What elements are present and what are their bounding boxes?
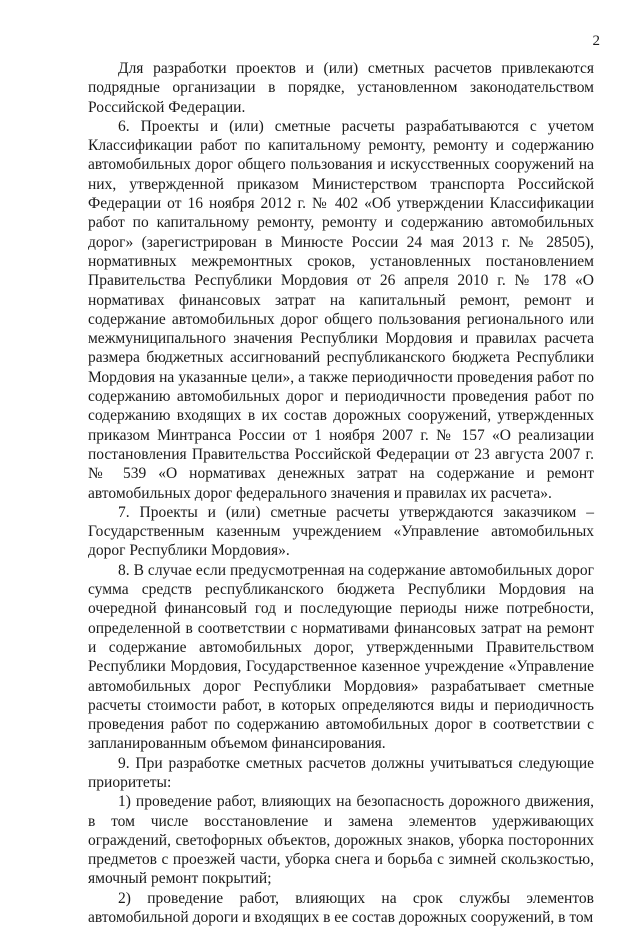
document-body <box>88 59 594 927</box>
paragraph-9-item-2: 2) проведение работ, влияющих на срок службы элементов автомобильной дороги и входящих в ее состав дорожных сооружений, в том <box>88 889 594 927</box>
page-number: 2 <box>592 33 600 49</box>
paragraph-9: 9. При разработке сметных расчетов должны учитываться следующие приоритеты: <box>88 754 594 791</box>
paragraph-6: 6. Проекты и (или) сметные расчеты разрабатываются с учетом Классификации работ по капитальному ремонту, ремонту и содержанию автомобильных дорог общего пользования и искусственных сооружений на них, утвержденной приказом Министерством транспорта Российской Федерации от 16 ноября 2012 г. № 402 «Об утверждении Классификации работ по капитальному ремонту, ремонту и содержанию автомобильных дорог» (зарегистрирован в Минюсте России 24 мая 2013 г. № 28505), нормативных межремонтных сроков, установленных постановлением Правительства Республики Мордовия от 26 апреля 2010 г. № 178 «О нормативах финансовых затрат на капитальный ремонт, ремонт и содержание автомобильных дорог общего пользования регионального или межмуниципального значения Республики Мордовия и правилах расчета размера бюджетных ассигнований республиканского бюджета Республики Мордовия на указанные цели», а также периодичности проведения работ по содержанию автомобильных дорог и периодичности проведения работ по содержанию входящих в их состав дорожных сооружений, утвержденных приказом Минтранса России от 1 ноября 2007 г. № 157 «О реализации постановления Правительства Российской Федерации от 23 августа 2007 г. № 539 «О нормативах денежных затрат на содержание и ремонт автомобильных дорог федерального значения и правилах их расчета». <box>88 117 594 502</box>
paragraph-intro: Для разработки проектов и (или) сметных расчетов привлекаются подрядные организации в порядке, установленном законодательством Российской Федерации. <box>88 60 594 116</box>
paragraph-9-item-1: 1) проведение работ, влияющих на безопасность дорожного движения, в том числе восстановление и замена элементов удерживающих ограждений, светофорных объектов, дорожных знаков, уборка посторонних предметов с проезжей части, уборка снега и борьба с зимней скользкостью, ямочный ремонт покрытий; <box>88 793 594 888</box>
paragraph-7: 7. Проекты и (или) сметные расчеты утверждаются заказчиком – Государственным казенным учреждением «Управление автомобильных дорог Республики Мордовия». <box>88 503 594 560</box>
paragraph-8: 8. В случае если предусмотренная на содержание автомобильных дорог сумма средств республиканского бюджета Республики Мордовия на очередной финансовый год и последующие периоды ниже потребности, определенной в соответствии с нормативами финансовых затрат на ремонт и содержание автомобильных дорог, утвержденными Правительством Республики Мордовия, Государственное казенное учреждение «Управление автомобильных дорог Республики Мордовия» разрабатывает сметные расчеты стоимости работ, в которых определяются виды и периодичность проведения работ по содержанию автомобильных дорог в соответствии с запланированным объемом финансирования. <box>88 561 594 753</box>
